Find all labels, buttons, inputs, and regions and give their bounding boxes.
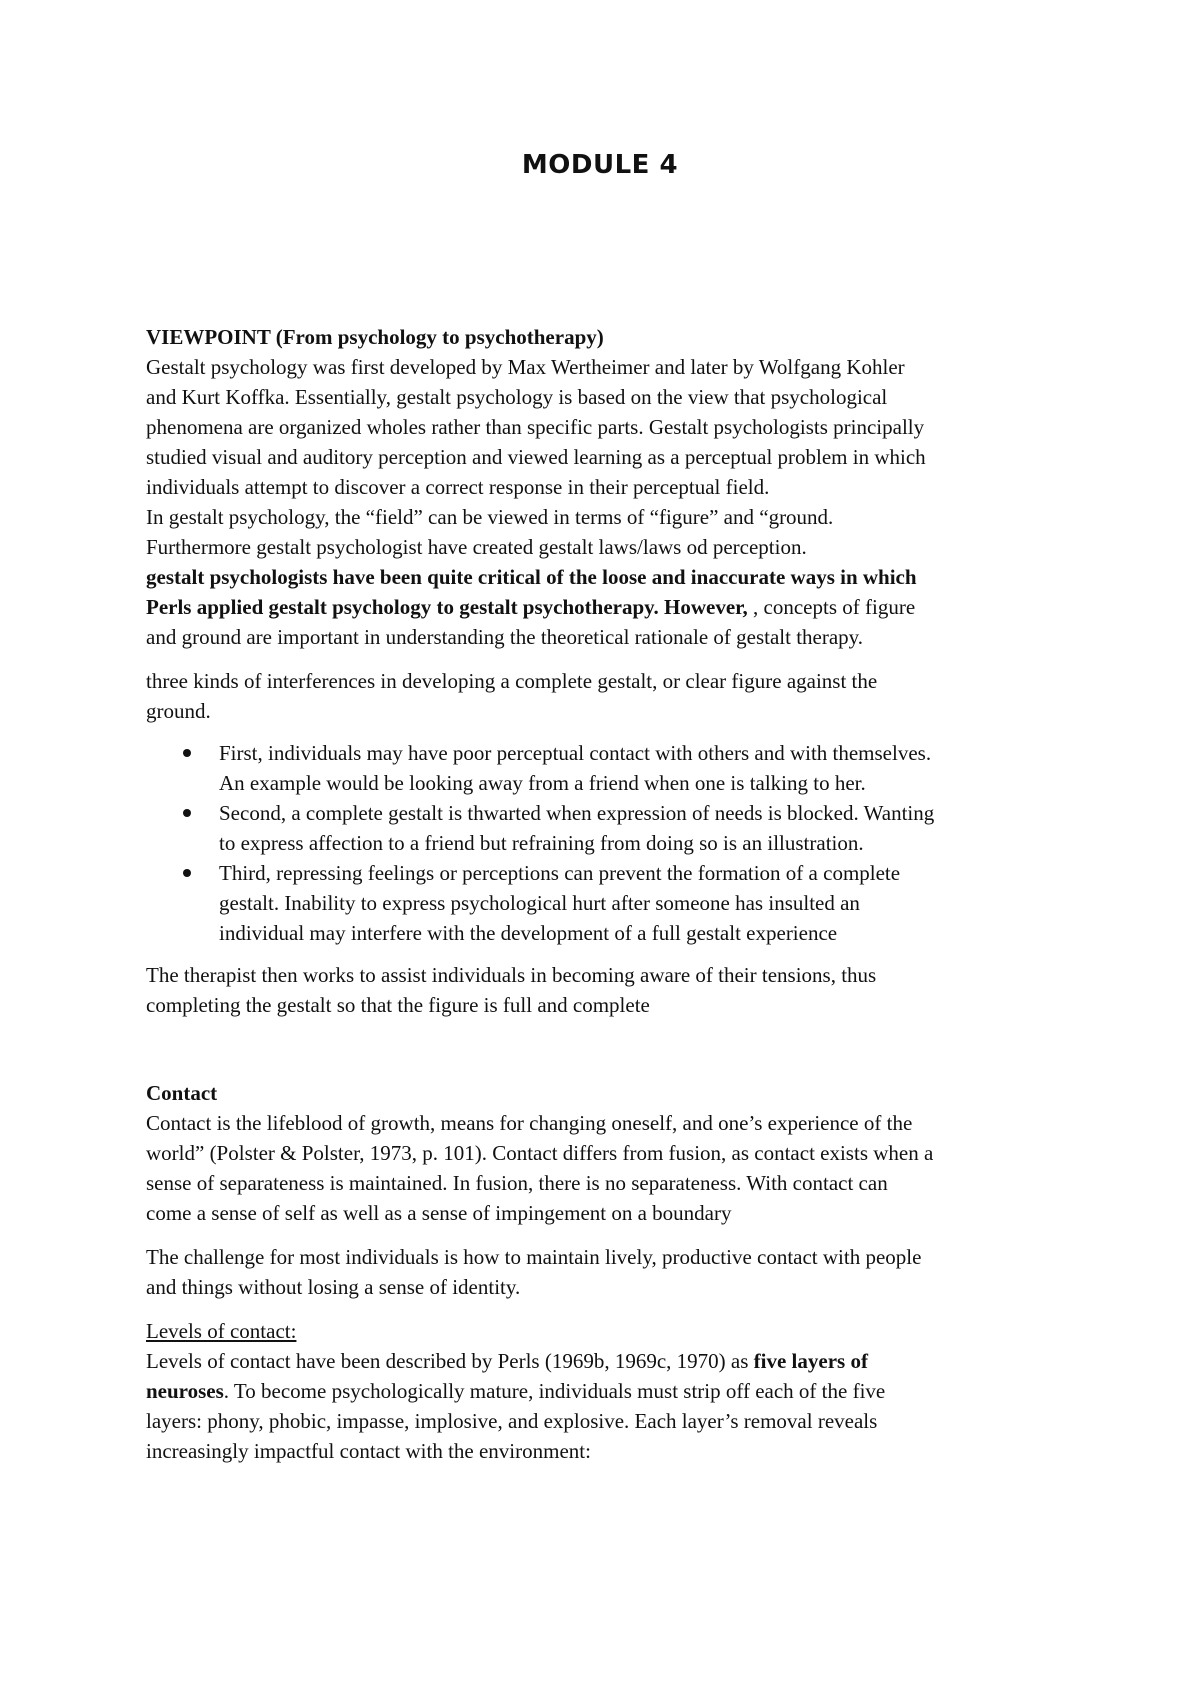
text-line: Second, a complete gestalt is thwarted when expression of needs is blocked. Wanting (219, 801, 935, 825)
list-item (219, 738, 1086, 798)
text-line (146, 1346, 1086, 1376)
text-line: and things without losing a sense of identity. (146, 1275, 521, 1299)
text-span: . To become psychologically mature, individuals must strip off each of the five (223, 1379, 886, 1403)
spacer (146, 652, 1086, 666)
list-item (219, 858, 1086, 948)
spacer (146, 1302, 1086, 1316)
interferences-paragraph (146, 666, 1086, 726)
bullet-icon (183, 869, 191, 877)
text-line: Gestalt psychology was first developed by Max Wertheimer and later by Wolfgang Kohler (146, 355, 905, 379)
text-line: In gestalt psychology, the “field” can be viewed in terms of “figure” and “ground. (146, 505, 834, 529)
levels-paragraph (146, 1316, 1086, 1466)
bold-text: neuroses (146, 1379, 224, 1403)
page-title: MODULE 4 (521, 150, 679, 180)
text-line: completing the gestalt so that the figure is full and complete (146, 993, 650, 1017)
list-item (219, 798, 1086, 858)
text-line: layers: phony, phobic, impasse, implosive, and explosive. Each layer’s removal reveals (146, 1409, 878, 1433)
text-line: three kinds of interferences in developing a complete gestalt, or clear figure against the (146, 669, 878, 693)
text-line (146, 1376, 1086, 1406)
text-line: The therapist then works to assist individuals in becoming aware of their tensions, thus (146, 963, 877, 987)
text-span: , concepts of figure (747, 595, 916, 619)
contact-heading: Contact (146, 1081, 218, 1105)
text-line (146, 592, 1086, 622)
contact-paragraph (146, 1108, 1086, 1228)
text-line: come a sense of self as well as a sense of impingement on a boundary (146, 1201, 732, 1225)
interferences-list (146, 738, 1086, 948)
spacer (146, 1228, 1086, 1242)
text-line: sense of separateness is maintained. In fusion, there is no separateness. With contact can (146, 1171, 888, 1195)
text-line: First, individuals may have poor perceptual contact with others and with themselves. (219, 741, 932, 765)
text-line: individuals attempt to discover a correct response in their perceptual field. (146, 475, 770, 499)
text-line: ground. (146, 699, 211, 723)
text-line: to express affection to a friend but refraining from doing so is an illustration. (219, 831, 864, 855)
bold-text: five layers of (753, 1349, 868, 1373)
spacer (146, 1020, 1086, 1078)
document-body (146, 322, 1086, 1466)
text-line: Furthermore gestalt psychologist have created gestalt laws/laws od perception. (146, 535, 807, 559)
bullet-icon (183, 749, 191, 757)
text-line: gestalt. Inability to express psychological hurt after someone has insulted an (219, 891, 860, 915)
bold-text: Perls applied gestalt psychology to gestalt psychotherapy. However, (146, 595, 748, 619)
text-line: and Kurt Koffka. Essentially, gestalt psychology is based on the view that psychological (146, 385, 888, 409)
text-line: world” (Polster & Polster, 1973, p. 101). Contact differs from fusion, as contact exists when a (146, 1141, 934, 1165)
text-line: and ground are important in understanding the theoretical rationale of gestalt therapy. (146, 625, 864, 649)
text-line: Contact is the lifeblood of growth, means for changing oneself, and one’s experience of the (146, 1111, 913, 1135)
bullet-icon (183, 809, 191, 817)
text-line: individual may interfere with the development of a full gestalt experience (219, 921, 838, 945)
text-line: increasingly impactful contact with the environment: (146, 1439, 591, 1463)
challenge-paragraph (146, 1242, 1086, 1302)
text-line: studied visual and auditory perception and viewed learning as a perceptual problem in which (146, 445, 926, 469)
viewpoint-heading: VIEWPOINT (From psychology to psychotherapy) (146, 325, 604, 349)
levels-heading: Levels of contact: (146, 1319, 297, 1343)
text-span: Levels of contact have been described by Perls (1969b, 1969c, 1970) as (146, 1349, 754, 1373)
therapist-paragraph (146, 960, 1086, 1020)
bold-text: gestalt psychologists have been quite critical of the loose and inaccurate ways in which (146, 565, 917, 589)
text-line: An example would be looking away from a friend when one is talking to her. (219, 771, 866, 795)
text-line: phenomena are organized wholes rather than specific parts. Gestalt psychologists principally (146, 415, 925, 439)
text-line (146, 562, 1086, 592)
text-line: Third, repressing feelings or perceptions can prevent the formation of a complete (219, 861, 901, 885)
text-line: The challenge for most individuals is how to maintain lively, productive contact with people (146, 1245, 922, 1269)
viewpoint-paragraph (146, 352, 1086, 652)
